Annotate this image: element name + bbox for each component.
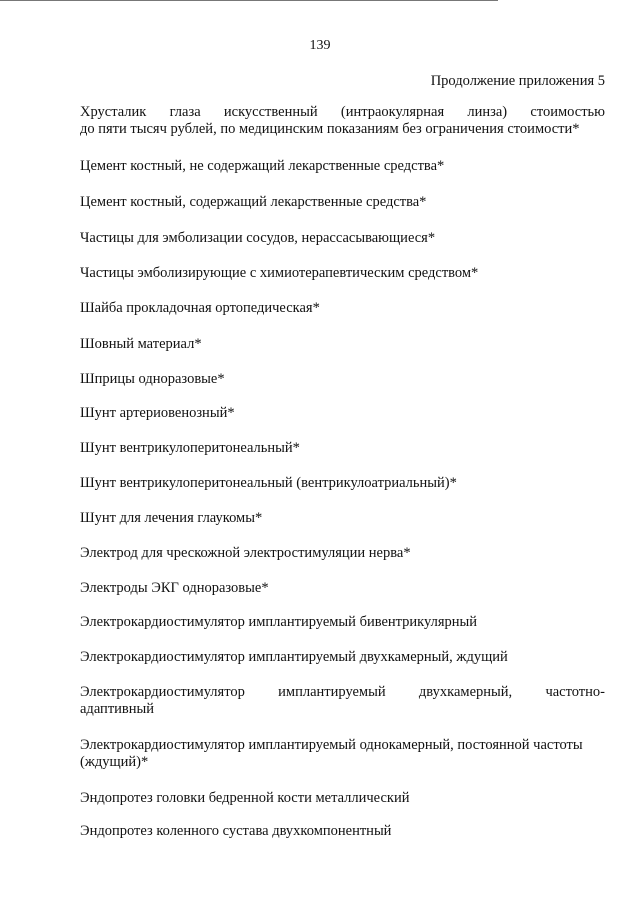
list-item: Эндопротез коленного сустава двухкомпонентный bbox=[80, 823, 392, 839]
list-item-line: (ждущий)* bbox=[80, 754, 149, 770]
list-item-line: Электрокардиостимулятор имплантируемый двухкамерный, частотно- bbox=[80, 684, 605, 700]
list-item: Электрокардиостимулятор имплантируемый двухкамерный, ждущий bbox=[80, 649, 508, 665]
list-item-line: до пяти тысяч рублей, по медицинским показаниям без ограничения стоимости* bbox=[80, 121, 580, 137]
list-item-line: Электрокардиостимулятор имплантируемый однокамерный, постоянной частоты bbox=[80, 737, 583, 753]
list-item-line: адаптивный bbox=[80, 701, 155, 717]
list-item: Цемент костный, содержащий лекарственные средства* bbox=[80, 194, 427, 210]
list-item: Шайба прокладочная ортопедическая* bbox=[80, 300, 320, 316]
list-item: Электроды ЭКГ одноразовые* bbox=[80, 580, 269, 596]
list-item: Электрокардиостимулятор имплантируемый бивентрикулярный bbox=[80, 614, 478, 630]
list-item: Шовный материал* bbox=[80, 336, 202, 352]
list-item bbox=[80, 104, 605, 138]
list-item: Шунт вентрикулоперитонеальный* bbox=[80, 440, 300, 456]
list-item: Частицы для эмболизации сосудов, нерассасывающиеся* bbox=[80, 230, 436, 246]
list-item-line: Хрусталик глаза искусственный (интраокулярная линза) стоимостью bbox=[80, 104, 605, 120]
list-item: Электрод для чрескожной электростимуляции нерва* bbox=[80, 545, 411, 561]
continuation-label: Продолжение приложения 5 bbox=[430, 73, 605, 89]
list-item: Эндопротез головки бедренной кости металлический bbox=[80, 790, 410, 806]
list-item bbox=[80, 737, 605, 771]
list-item: Шунт вентрикулоперитонеальный (вентрикулоатриальный)* bbox=[80, 475, 457, 491]
list-item: Шунт артериовенозный* bbox=[80, 405, 235, 421]
list-item: Цемент костный, не содержащий лекарственные средства* bbox=[80, 158, 445, 174]
list-item bbox=[80, 684, 605, 718]
top-rule bbox=[0, 0, 498, 1]
page-number: 139 bbox=[309, 38, 331, 53]
list-item: Шприцы одноразовые* bbox=[80, 371, 225, 387]
list-item: Частицы эмболизирующие с химиотерапевтическим средством* bbox=[80, 265, 479, 281]
list-item: Шунт для лечения глаукомы* bbox=[80, 510, 263, 526]
